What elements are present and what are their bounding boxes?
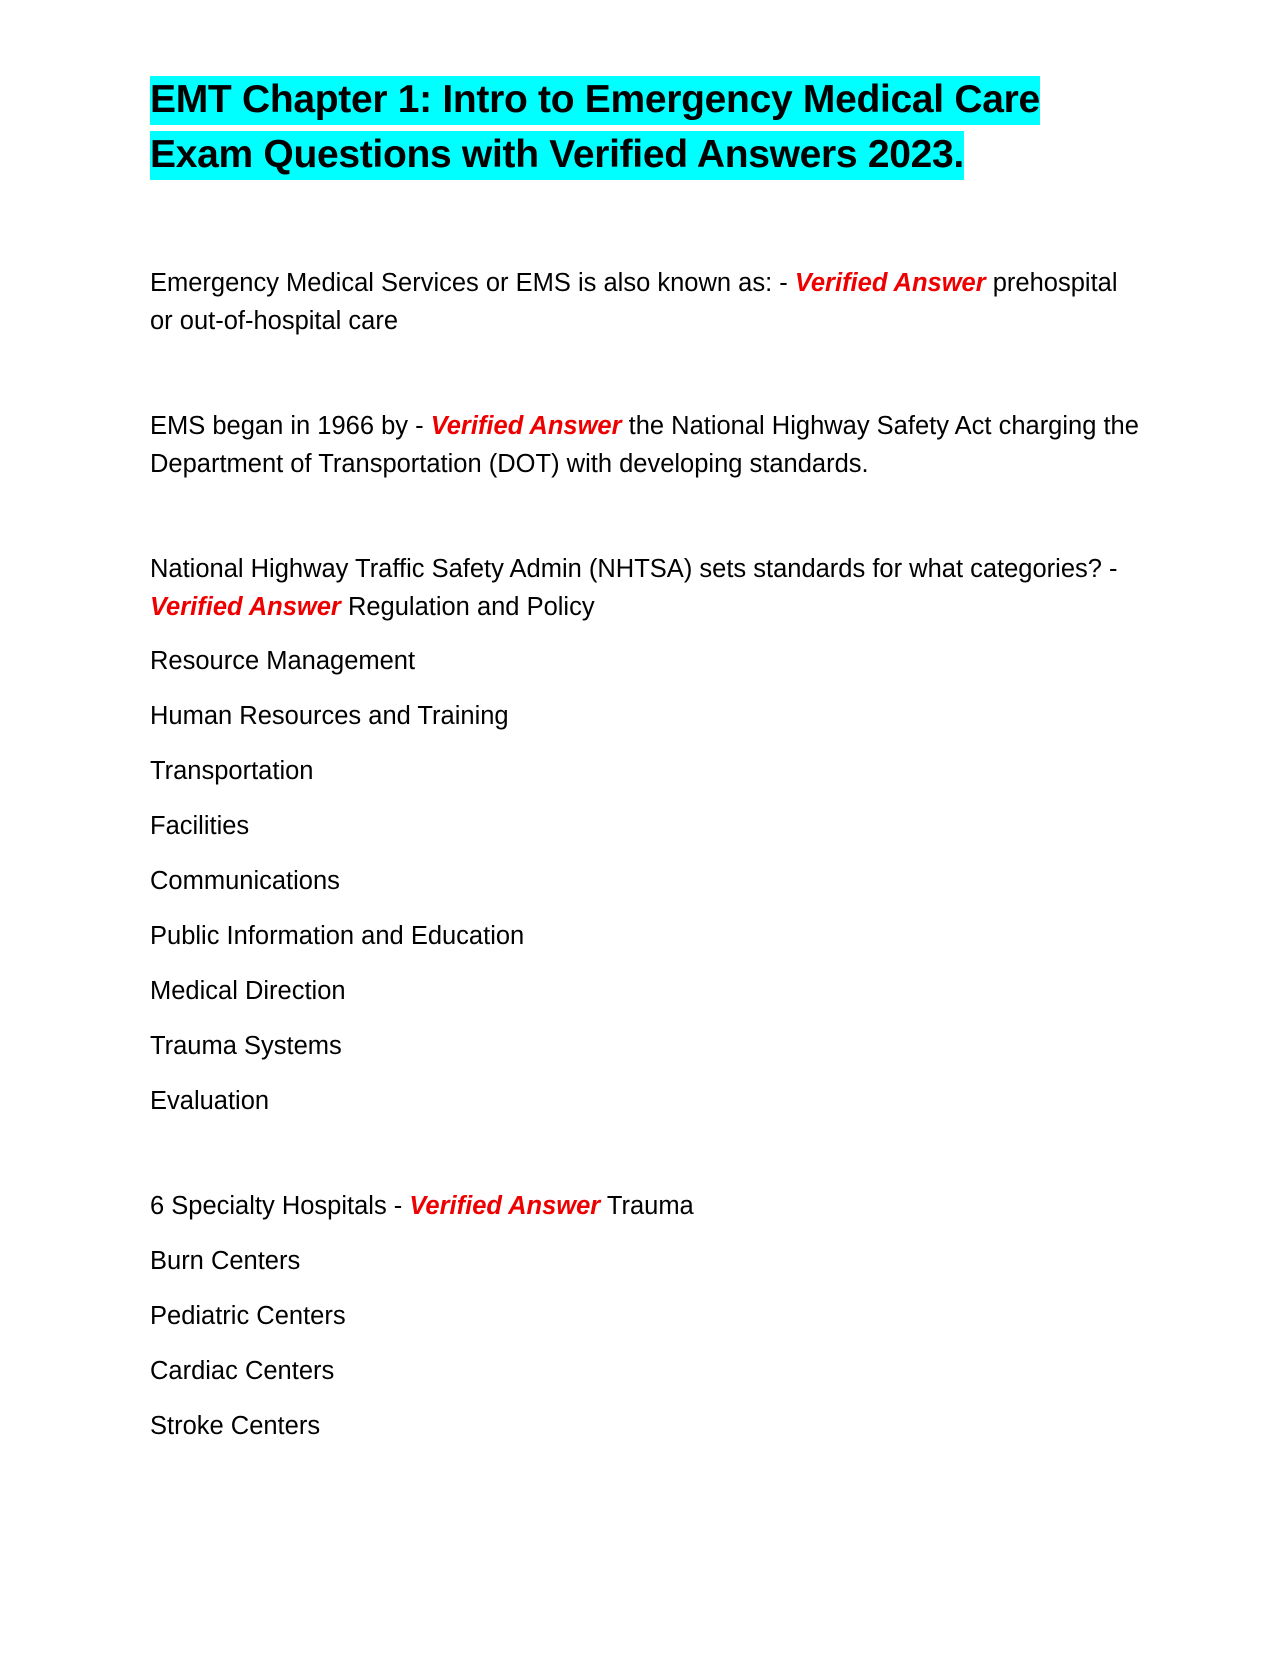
title-highlight: EMT Chapter 1: Intro to Emergency Medical Care Exam Questions with Verified Answers 2023. xyxy=(150,76,1040,180)
qa-4-list-item: Cardiac Centers xyxy=(150,1357,335,1385)
qa-3-list-item: Human Resources and Training xyxy=(150,702,509,730)
qa-3-list-item: Evaluation xyxy=(150,1087,270,1115)
qa-1-verified-label: Verified Answer xyxy=(794,269,986,297)
qa-1-question: Emergency Medical Services or EMS is also known as: - xyxy=(150,269,795,297)
qa-4-answer: Trauma xyxy=(606,1192,694,1220)
qa-2 xyxy=(150,407,1140,483)
qa-4-list-item: Burn Centers xyxy=(150,1247,301,1275)
qa-3-answer: Regulation and Policy xyxy=(347,593,595,621)
qa-4-list-item: Stroke Centers xyxy=(150,1412,321,1440)
qa-3 xyxy=(150,550,1140,626)
qa-3-list-item: Trauma Systems xyxy=(150,1032,342,1060)
qa-3-list-item: Public Information and Education xyxy=(150,922,525,950)
qa-2-question: EMS began in 1966 by - xyxy=(150,412,431,440)
qa-4 xyxy=(150,1187,1140,1225)
qa-3-list-item: Resource Management xyxy=(150,647,416,675)
qa-3-list-item: Transportation xyxy=(150,757,314,785)
qa-3-list-item: Communications xyxy=(150,867,340,895)
qa-4-verified-label: Verified Answer xyxy=(409,1192,601,1220)
qa-3-list-item: Facilities xyxy=(150,812,250,840)
qa-1-answer: prehospital or out-of-hospital care xyxy=(150,269,1118,335)
qa-2-verified-label: Verified Answer xyxy=(430,412,622,440)
qa-3-question: National Highway Traffic Safety Admin (NHTSA) sets standards for what categories? - xyxy=(150,555,1118,583)
document-page xyxy=(150,72,1140,1445)
document-title xyxy=(150,72,1140,182)
qa-3-verified-label: Verified Answer xyxy=(150,593,341,621)
qa-3-list-item: Medical Direction xyxy=(150,977,346,1005)
qa-1 xyxy=(150,264,1140,340)
qa-2-answer: the National Highway Safety Act charging the Department of Transportation (DOT) with developing standards. xyxy=(150,412,1139,478)
qa-4-list-item: Pediatric Centers xyxy=(150,1302,346,1330)
qa-4-question: 6 Specialty Hospitals - xyxy=(150,1192,410,1220)
